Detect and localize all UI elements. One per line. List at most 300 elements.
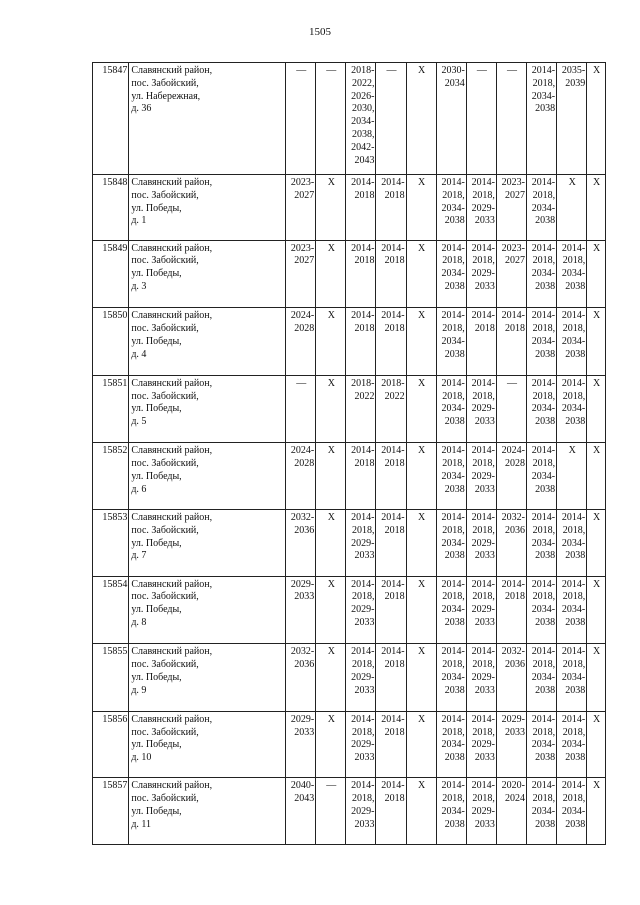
cell-line: 2018, xyxy=(562,524,586,536)
cell-line: 2029- xyxy=(290,578,315,590)
cell-line: 2034- xyxy=(531,739,556,751)
cell-line: 2034- xyxy=(561,537,586,549)
cell-line: 2033 xyxy=(474,416,495,428)
not-applicable-cell xyxy=(587,375,606,443)
cell-line: 2018, xyxy=(442,322,465,334)
cell-line: Х xyxy=(418,445,426,457)
cell-line: 2018, xyxy=(562,658,586,670)
cell-line: Х xyxy=(418,65,426,76)
cell-line: 2014- xyxy=(441,177,465,188)
table-row xyxy=(93,443,606,510)
cell-line: 2014- xyxy=(471,511,495,523)
period-cell xyxy=(466,175,496,241)
cell-line: 2014- xyxy=(441,242,465,254)
period-cell xyxy=(527,63,557,175)
cell-line: 2018 xyxy=(384,524,405,536)
cell-line: 2034- xyxy=(531,202,556,214)
cell-line: 2038 xyxy=(565,550,586,562)
cell-line: 2038 xyxy=(444,550,465,562)
cell-line: 2034- xyxy=(561,739,586,751)
record-number-cell: 15857 xyxy=(93,778,129,845)
cell-line: 2038 xyxy=(535,616,556,628)
registry-table-body xyxy=(93,63,606,845)
cell-line: 2014- xyxy=(351,578,375,590)
cell-line: 2018 xyxy=(384,591,405,603)
address-line: пос. Забойский, xyxy=(131,390,199,402)
address-line: д. 6 xyxy=(131,483,147,495)
period-cell xyxy=(376,644,406,712)
cell-line: Х xyxy=(593,310,601,322)
cell-line: Х xyxy=(418,511,426,523)
address-line: ул. Победы, xyxy=(131,268,182,280)
period-cell xyxy=(436,778,466,845)
cell-line: 2043 xyxy=(294,793,315,805)
address-cell xyxy=(129,576,286,644)
cell-line: — xyxy=(296,377,307,389)
cell-line: Х xyxy=(418,377,426,389)
cell-line: 2023- xyxy=(501,242,526,254)
cell-line: Х xyxy=(593,177,601,188)
cell-line: 2014- xyxy=(441,780,465,792)
cell-line: 2024 xyxy=(505,793,526,805)
not-applicable-cell xyxy=(406,308,436,376)
cell-line: 2023- xyxy=(501,177,526,188)
cell-line: 2018, xyxy=(472,658,495,670)
table-row xyxy=(93,644,606,712)
period-cell xyxy=(527,576,557,644)
address-line: пос. Забойский, xyxy=(131,255,199,267)
cell-line: 2018, xyxy=(532,458,556,470)
cell-line: 2034- xyxy=(531,604,556,616)
address-cell xyxy=(129,778,286,845)
cell-line: 2014- xyxy=(561,242,586,254)
not-applicable-cell xyxy=(316,711,346,778)
period-cell xyxy=(496,308,526,376)
cell-line: 2014- xyxy=(471,713,495,725)
period-cell xyxy=(557,711,587,778)
cell-line: 2014- xyxy=(381,310,405,322)
cell-line: 2038 xyxy=(535,752,556,764)
cell-line: Х xyxy=(327,445,335,457)
cell-line: 2018, xyxy=(472,189,495,201)
cell-line: 2038 xyxy=(565,348,586,360)
cell-line: 2014- xyxy=(561,646,586,658)
cell-line: 2018- xyxy=(351,65,375,76)
address-cell xyxy=(129,443,286,510)
period-cell xyxy=(376,778,406,845)
cell-line: 2033 xyxy=(474,483,495,495)
period-cell xyxy=(346,240,376,308)
address-line: д. 11 xyxy=(131,818,152,830)
cell-line: Х xyxy=(327,377,335,389)
cell-line: 2014- xyxy=(441,578,465,590)
cell-line: 2018 xyxy=(384,255,405,267)
not-applicable-cell xyxy=(557,443,587,510)
address-cell xyxy=(129,644,286,712)
cell-line: Х xyxy=(327,713,335,725)
cell-line: 2026- xyxy=(351,90,375,102)
period-cell xyxy=(376,443,406,510)
cell-line: 2014- xyxy=(531,65,556,76)
cell-line: 2018, xyxy=(351,524,375,536)
cell-line: Х xyxy=(418,578,426,590)
period-cell xyxy=(376,509,406,576)
cell-line: 2028 xyxy=(294,458,315,470)
cell-line: 2018 xyxy=(505,591,526,603)
period-cell xyxy=(436,375,466,443)
address-line: Славянский район, xyxy=(131,177,213,188)
cell-line: 2029- xyxy=(471,202,495,214)
cell-line: 2034- xyxy=(531,671,556,683)
cell-line: 2029- xyxy=(471,805,495,817)
cell-line: 2034- xyxy=(441,805,465,817)
period-cell xyxy=(466,509,496,576)
cell-line: 2029- xyxy=(471,537,495,549)
period-cell xyxy=(376,375,406,443)
cell-line: 2018, xyxy=(532,726,556,738)
not-applicable-cell xyxy=(587,576,606,644)
cell-line: 2029- xyxy=(351,671,375,683)
cell-line: 2032- xyxy=(501,511,526,523)
cell-line: 2018, xyxy=(472,591,495,603)
cell-line: 2033 xyxy=(354,550,375,562)
address-line: Славянский район, xyxy=(131,65,213,76)
cell-line: 2034- xyxy=(531,470,556,482)
record-number-cell: 15847 xyxy=(93,63,129,175)
cell-line: 2018 xyxy=(505,322,526,334)
period-cell xyxy=(527,644,557,712)
period-cell xyxy=(496,711,526,778)
cell-line: 2014- xyxy=(351,780,375,792)
address-line: Славянский район, xyxy=(131,445,213,457)
cell-line: 2018, xyxy=(351,793,375,805)
not-applicable-cell xyxy=(316,443,346,510)
address-line: пос. Забойский, xyxy=(131,591,199,603)
period-cell xyxy=(286,240,316,308)
registry-table xyxy=(92,62,606,845)
period-cell xyxy=(286,308,316,376)
cell-line: 2018, xyxy=(442,793,465,805)
cell-line: 2028 xyxy=(505,458,526,470)
cell-line: 2014- xyxy=(561,578,586,590)
period-cell xyxy=(346,711,376,778)
address-line: д. 9 xyxy=(131,684,147,696)
cell-line: 2018, xyxy=(351,658,375,670)
not-applicable-cell xyxy=(587,778,606,845)
empty-dash-cell xyxy=(286,63,316,175)
cell-line: 2018, xyxy=(472,390,495,402)
cell-line: 2029- xyxy=(471,268,495,280)
period-cell xyxy=(527,509,557,576)
cell-line: 2034- xyxy=(441,403,465,415)
period-cell xyxy=(286,509,316,576)
cell-line: 2042- xyxy=(351,141,375,153)
period-cell xyxy=(376,576,406,644)
address-line: ул. Победы, xyxy=(131,671,182,683)
period-cell xyxy=(346,644,376,712)
cell-line: Х xyxy=(327,242,335,254)
not-applicable-cell xyxy=(316,308,346,376)
cell-line: 2018 xyxy=(384,458,405,470)
cell-line: 2018 xyxy=(354,255,375,267)
table-row xyxy=(93,576,606,644)
cell-line: 2032- xyxy=(501,646,526,658)
cell-line: 2018, xyxy=(472,524,495,536)
cell-line: 2014- xyxy=(471,780,495,792)
period-cell xyxy=(436,240,466,308)
cell-line: 2035- xyxy=(561,65,586,76)
cell-line: 2038 xyxy=(535,416,556,428)
cell-line: 2038 xyxy=(444,416,465,428)
cell-line: 2038 xyxy=(565,752,586,764)
period-cell xyxy=(436,711,466,778)
cell-line: 2018, xyxy=(532,524,556,536)
cell-line: 2014- xyxy=(531,578,556,590)
address-cell xyxy=(129,711,286,778)
cell-line: 2033 xyxy=(505,726,526,738)
cell-line: Х xyxy=(593,377,601,389)
not-applicable-cell xyxy=(587,240,606,308)
cell-line: — xyxy=(506,65,517,76)
period-cell xyxy=(286,175,316,241)
cell-line: Х xyxy=(327,578,335,590)
not-applicable-cell xyxy=(406,443,436,510)
cell-line: 2034- xyxy=(531,90,556,102)
address-line: Славянский район, xyxy=(131,713,213,725)
cell-line: 2018, xyxy=(562,726,586,738)
cell-line: 2014- xyxy=(381,713,405,725)
record-number-cell: 15854 xyxy=(93,576,129,644)
period-cell xyxy=(286,576,316,644)
cell-line: 2034- xyxy=(441,671,465,683)
address-line: ул. Победы, xyxy=(131,403,182,415)
cell-line: — xyxy=(476,65,487,76)
not-applicable-cell xyxy=(316,509,346,576)
address-line: д. 10 xyxy=(131,752,152,764)
cell-line: 2014- xyxy=(381,445,405,457)
cell-line: 2034- xyxy=(441,604,465,616)
cell-line: 2034- xyxy=(441,739,465,751)
cell-line: 2022 xyxy=(384,390,405,402)
not-applicable-cell xyxy=(406,240,436,308)
address-line: пос. Забойский, xyxy=(131,524,199,536)
cell-line: 2027 xyxy=(294,189,315,201)
cell-line: 2023- xyxy=(290,242,315,254)
empty-dash-cell xyxy=(316,778,346,845)
cell-line: 2014- xyxy=(441,646,465,658)
address-line: д. 7 xyxy=(131,550,147,562)
period-cell xyxy=(466,644,496,712)
cell-line: 2020- xyxy=(501,780,526,792)
cell-line: Х xyxy=(418,177,426,188)
period-cell xyxy=(436,576,466,644)
cell-line: 2038 xyxy=(535,215,556,227)
address-line: Славянский район, xyxy=(131,310,213,322)
cell-line: 2014- xyxy=(441,310,465,322)
cell-line: 2034- xyxy=(441,335,465,347)
cell-line: 2014- xyxy=(351,310,375,322)
cell-line: 2038, xyxy=(351,128,375,140)
cell-line: 2014- xyxy=(531,445,556,457)
empty-dash-cell xyxy=(496,375,526,443)
record-number-cell: 15850 xyxy=(93,308,129,376)
cell-line: 2038 xyxy=(444,616,465,628)
cell-line: 2014- xyxy=(471,177,495,188)
cell-line: 2018 xyxy=(474,322,495,334)
not-applicable-cell xyxy=(587,308,606,376)
address-line: Славянский район, xyxy=(131,511,213,523)
cell-line: 2014- xyxy=(561,310,586,322)
period-cell xyxy=(346,509,376,576)
cell-line: 2014- xyxy=(501,310,526,322)
record-number-cell: 15853 xyxy=(93,509,129,576)
not-applicable-cell xyxy=(406,375,436,443)
cell-line: Х xyxy=(327,646,335,658)
cell-line: 2034 xyxy=(444,77,465,89)
period-cell xyxy=(527,240,557,308)
address-line: пос. Забойский, xyxy=(131,793,199,805)
cell-line: 2034- xyxy=(561,604,586,616)
address-line: Славянский район, xyxy=(131,780,213,792)
cell-line: 2034- xyxy=(441,537,465,549)
cell-line: 2029- xyxy=(290,713,315,725)
period-cell xyxy=(286,644,316,712)
cell-line: 2018, xyxy=(472,458,495,470)
cell-line: 2029- xyxy=(501,713,526,725)
cell-line: 2029- xyxy=(471,604,495,616)
cell-line: 2014- xyxy=(471,310,495,322)
cell-line: 2029- xyxy=(351,604,375,616)
cell-line: 2033 xyxy=(474,550,495,562)
period-cell xyxy=(527,175,557,241)
address-line: Славянский район, xyxy=(131,578,213,590)
period-cell xyxy=(527,778,557,845)
not-applicable-cell xyxy=(406,175,436,241)
cell-line: 2033 xyxy=(474,280,495,292)
cell-line: Х xyxy=(593,646,601,658)
cell-line: 2033 xyxy=(474,684,495,696)
cell-line: 2023- xyxy=(290,177,315,188)
period-cell xyxy=(527,711,557,778)
cell-line: Х xyxy=(418,713,426,725)
cell-line: 2034- xyxy=(441,202,465,214)
cell-line: 2018, xyxy=(351,726,375,738)
period-cell xyxy=(346,63,376,175)
cell-line: 2038 xyxy=(535,348,556,360)
cell-line: 2038 xyxy=(444,752,465,764)
address-cell xyxy=(129,63,286,175)
address-line: ул. Набережная, xyxy=(131,90,201,102)
cell-line: 2014- xyxy=(531,377,556,389)
address-line: пос. Забойский, xyxy=(131,458,199,470)
cell-line: 2038 xyxy=(444,684,465,696)
address-line: д. 3 xyxy=(131,280,147,292)
address-line: д. 1 xyxy=(131,215,147,227)
address-cell xyxy=(129,240,286,308)
cell-line: 2033 xyxy=(354,818,375,830)
period-cell xyxy=(527,443,557,510)
address-line: ул. Победы, xyxy=(131,537,182,549)
address-cell xyxy=(129,375,286,443)
not-applicable-cell xyxy=(587,711,606,778)
cell-line: 2038 xyxy=(444,215,465,227)
period-cell xyxy=(286,711,316,778)
cell-line: 2034- xyxy=(561,671,586,683)
period-cell xyxy=(557,644,587,712)
cell-line: 2014- xyxy=(471,377,495,389)
cell-line: 2014- xyxy=(351,242,375,254)
cell-line: 2027 xyxy=(294,255,315,267)
cell-line: 2014- xyxy=(561,780,586,792)
cell-line: 2014- xyxy=(531,646,556,658)
cell-line: 2014- xyxy=(381,578,405,590)
cell-line: 2038 xyxy=(535,483,556,495)
period-cell xyxy=(496,240,526,308)
table-row xyxy=(93,240,606,308)
not-applicable-cell xyxy=(316,240,346,308)
period-cell xyxy=(466,443,496,510)
cell-line: Х xyxy=(418,646,426,658)
address-cell xyxy=(129,509,286,576)
cell-line: 2028 xyxy=(294,322,315,334)
cell-line: 2014- xyxy=(531,177,556,188)
period-cell xyxy=(376,711,406,778)
cell-line: 2014- xyxy=(471,578,495,590)
cell-line: 2034- xyxy=(441,470,465,482)
period-cell xyxy=(286,778,316,845)
cell-line: 2014- xyxy=(381,646,405,658)
cell-line: 2018, xyxy=(532,658,556,670)
cell-line: 2014- xyxy=(381,511,405,523)
cell-line: 2014- xyxy=(471,242,495,254)
table-row xyxy=(93,175,606,241)
cell-line: 2018 xyxy=(384,793,405,805)
cell-line: 2014- xyxy=(351,511,375,523)
empty-dash-cell xyxy=(496,63,526,175)
cell-line: 2014- xyxy=(561,377,586,389)
cell-line: 2014- xyxy=(441,377,465,389)
address-line: пос. Забойский, xyxy=(131,322,199,334)
not-applicable-cell xyxy=(316,375,346,443)
cell-line: 2018, xyxy=(442,591,465,603)
not-applicable-cell xyxy=(316,644,346,712)
cell-line: 2014- xyxy=(441,511,465,523)
not-applicable-cell xyxy=(587,509,606,576)
address-line: Славянский район, xyxy=(131,646,213,658)
cell-line: 2018, xyxy=(442,658,465,670)
period-cell xyxy=(436,443,466,510)
cell-line: 2027 xyxy=(505,189,526,201)
cell-line: 2018, xyxy=(472,793,495,805)
period-cell xyxy=(436,308,466,376)
cell-line: 2018 xyxy=(384,658,405,670)
cell-line: 2022 xyxy=(354,390,375,402)
cell-line: 2038 xyxy=(535,818,556,830)
cell-line: 2014- xyxy=(531,242,556,254)
cell-line: 2032- xyxy=(290,646,315,658)
cell-line: 2038 xyxy=(535,684,556,696)
cell-line: 2029- xyxy=(351,805,375,817)
cell-line: 2033 xyxy=(294,726,315,738)
cell-line: 2033 xyxy=(474,752,495,764)
empty-dash-cell xyxy=(286,375,316,443)
cell-line: 2014- xyxy=(471,646,495,658)
period-cell xyxy=(346,576,376,644)
period-cell xyxy=(496,509,526,576)
cell-line: 2014- xyxy=(381,177,405,188)
not-applicable-cell xyxy=(406,644,436,712)
cell-line: 2018 xyxy=(384,189,405,201)
